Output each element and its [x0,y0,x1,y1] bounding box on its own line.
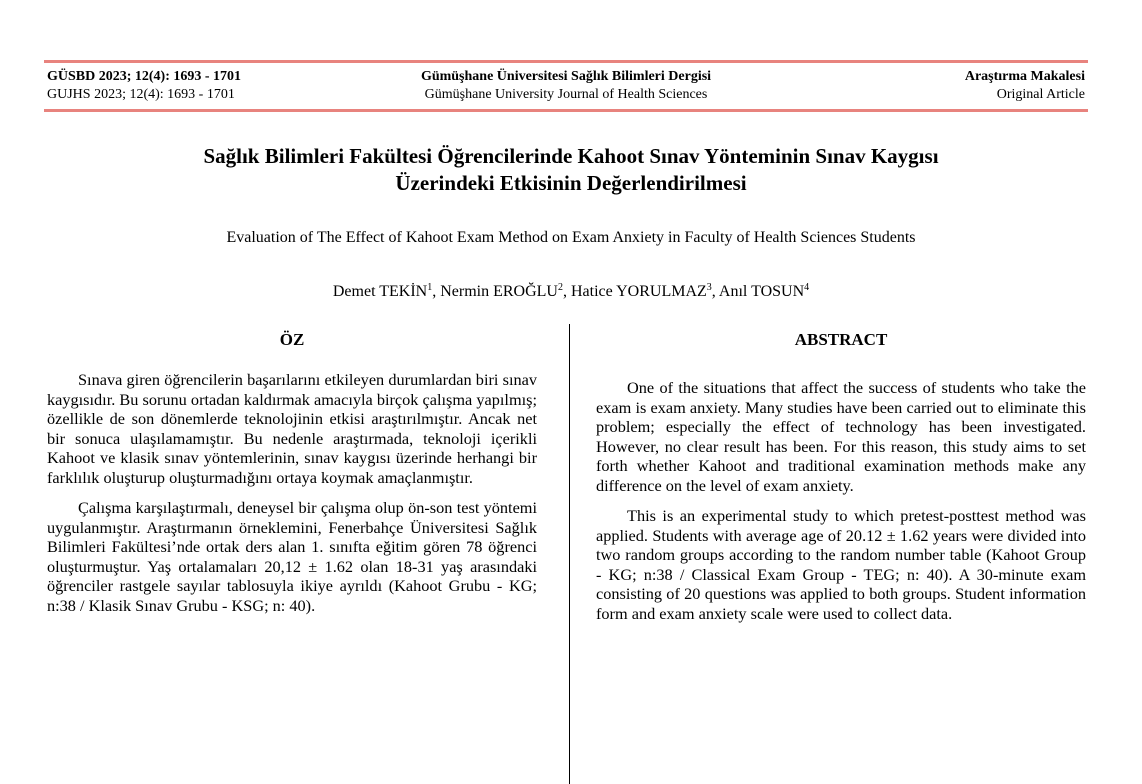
author-list [60,282,1082,302]
article-subtitle: Evaluation of The Effect of Kahoot Exam Method on Exam Anxiety in Faculty of Health Sciences Students [226,229,916,246]
author-separator: , [432,283,441,300]
header-rule-top [44,60,1088,63]
author-separator: , [711,283,719,300]
oz-paragraph-2: Çalışma karşılaştırmalı, deneysel bir çalışma olup ön-son test yöntemi uygulanmıştır. Araştırmanın örneklemini, Fenerbahçe Üniversitesi Sağlık Bilimleri Fakültesi’nde ortak ders alan 1. sınıfta eğitim gören 78 öğrenci oluşturmuştur. Yaş ortalamaları 20,12 ± 1.62 olan 18-31 yaş arasındaki öğrenciler rastgele sayılar tablosuyla ikiye ayrıldı (Kahoot Grubu - KG; n:38 / Klasik Sınav Grubu - KSG; n: 40). [47,498,537,615]
article-type-en: Original Article [996,87,1085,102]
journal-code-en: GUJHS 2023; 12(4): 1693 - 1701 [47,87,235,102]
header-rule-bottom [44,109,1088,112]
author-name: Nermin EROĞLU [440,283,558,300]
journal-name-tr: Gümüşhane Üniversitesi Sağlık Bilimleri Dergisi [420,69,712,84]
author-affiliation: 2 [557,282,563,293]
abstract-paragraph-1: One of the situations that affect the success of students who take the exam is exam anxiety. Many studies have been carried out to eliminate this problem; especially the effect of technology has been investigated. However, no clear result has been. For this reason, this study aims to set forth whether Kahoot and traditional examination methods make any difference on the level of exam anxiety. [596,378,1086,495]
author-name: Hatice YORULMAZ [570,283,707,300]
author-affiliation: 4 [804,282,810,293]
journal-code-tr: GÜSBD 2023; 12(4): 1693 - 1701 [47,69,242,84]
abstract-heading: ABSTRACT [794,330,888,349]
article-title-line-2: Üzerindeki Etkisinin Değerlendirilmesi [395,171,747,195]
author-name: Demet TEKİN [332,283,428,300]
article-title-line-1: Sağlık Bilimleri Fakültesi Öğrencilerinde Kahoot Sınav Yönteminin Sınav Kaygısı [203,144,939,168]
oz-column [47,370,537,626]
article-title [60,143,1082,197]
author-separator: , [562,283,571,300]
abstract-column [596,378,1086,634]
author-name: Anıl TOSUN [718,283,805,300]
oz-paragraph-1: Sınava giren öğrencilerin başarılarını etkileyen durumlardan biri sınav kaygısıdır. Bu sorunu ortadan kaldırmak amacıyla birçok çalışma yapılmış; özellikle de son dönemlerde teknolojinin etkisi araştırılmıştır. Ancak net bir sonuca ulaşılamamıştır. Bu nedenle araştırmada, teknoloji içerikli Kahoot ve klasik sınav yöntemlerinin, sınav kaygısı üzerinde herhangi bir farklılık oluşturup oluşturmadığını ortaya koymak amaçlanmıştır. [47,370,537,487]
author-affiliation: 1 [427,282,433,293]
abstract-paragraph-2: This is an experimental study to which pretest-posttest method was applied. Students with average age of 20.12 ± 1.62 years were divided into two random groups according to the random number table (Kahoot Group - KG; n:38 / Classical Exam Group - TEG; n: 40). A 30-minute exam consisting of 20 questions was applied to both groups. Student information form and exam anxiety scale were used to collect data. [596,506,1086,623]
oz-heading: ÖZ [279,330,305,349]
article-type-tr: Araştırma Makalesi [964,69,1085,84]
column-divider [569,324,570,784]
author-affiliation: 3 [706,282,712,293]
journal-name-en: Gümüşhane University Journal of Health Sciences [424,87,708,102]
